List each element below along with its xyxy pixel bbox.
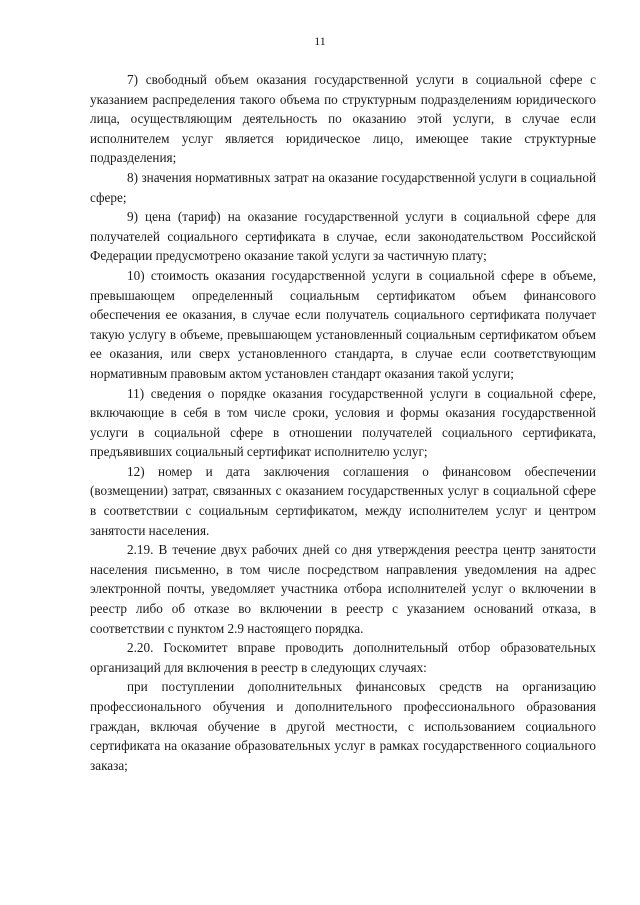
paragraph-item-11: 11) сведения о порядке оказания государственной услуги в социальной сфере, включающие в себя в том числе сроки, условия и формы оказания государственной услуги в социальной сфере в отношении получателей социального сертификата, предъявивших социальный сертификат исполнителю услуг;: [90, 385, 596, 460]
page-number: 11: [314, 34, 326, 48]
paragraph-clause-2-20: 2.20. Госкомитет вправе проводить дополнительный отбор образовательных организаций для включения в реестр в следующих случаях:: [90, 640, 596, 675]
document-body: [90, 70, 596, 775]
paragraph-item-9: 9) цена (тариф) на оказание государственной услуги в социальной сфере для получателей социального сертификата в случае, если законодательством Российской Федерации предусмотрено оказание такой услуги за частичную плату;: [90, 209, 596, 264]
paragraph-item-12: 12) номер и дата заключения соглашения о финансовом обеспечении (возмещении) затрат, связанных с оказанием государственных услуг в социальной сфере в соответствии с социальным сертификатом, между исполнителем услуг и центром занятости населения.: [90, 463, 596, 538]
paragraph-clause-2-19: 2.19. В течение двух рабочих дней со дня утверждения реестра центр занятости населения письменно, в том числе посредством направления уведомления на адрес электронной почты, уведомляет участника отбора исполнителей услуг о включении в реестр либо об отказе во включении в реестр с указанием оснований отказа, в соответствии с пунктом 2.9 настоящего порядка.: [90, 542, 596, 636]
paragraph-case-additional-funding: при поступлении дополнительных финансовых средств на организацию профессионального обучения и дополнительного профессионального образования граждан, включая обучение в другой местности, с использованием социального сертификата на оказание образовательных услуг в рамках государственного социального заказа;: [90, 679, 596, 773]
paragraph-item-10: 10) стоимость оказания государственной услуги в социальной сфере в объеме, превышающем определенный социальным сертификатом объем финансового обеспечения ее оказания, в случае если получатель социального сертификата получает такую услугу в объеме, превышающем установленный социальным сертификатом объем ее оказания, или сверх установленного стандарта, в случае если соответствующим нормативным правовым актом установлен стандарт оказания такой услуги;: [90, 267, 596, 381]
paragraph-item-7: 7) свободный объем оказания государственной услуги в социальной сфере с указанием распределения такого объема по структурным подразделениям юридического лица, осуществляющим деятельность по оказанию этой услуги, в случае если исполнителем услуг является юридическое лицо, имеющее такие структурные подразделения;: [90, 72, 596, 166]
paragraph-item-8: 8) значения нормативных затрат на оказание государственной услуги в социальной сфере;: [90, 169, 596, 205]
